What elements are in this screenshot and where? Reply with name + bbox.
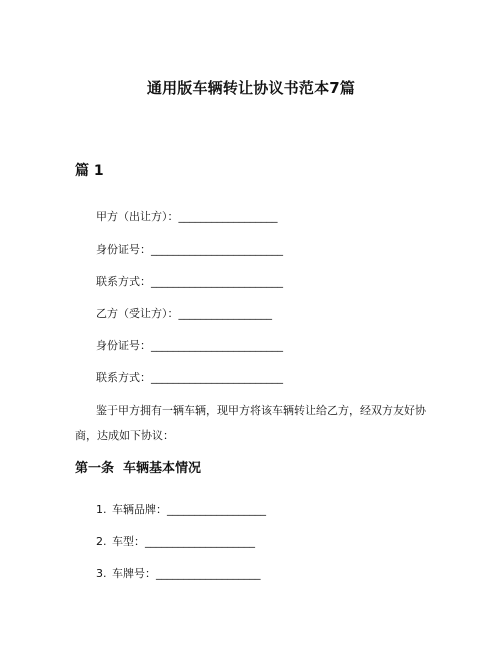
list-item — [96, 567, 261, 581]
party-b-id-field: 身份证号：________________________ — [96, 339, 283, 352]
intro-paragraph: 鉴于甲方拥有一辆车辆，现甲方将该车辆转让给乙方，经双方友好协商，达成如下协议： — [75, 404, 426, 442]
list-item-text: 车型：____________________ — [112, 535, 255, 548]
section-heading: 篇 1 — [75, 163, 104, 179]
list-item-text: 车辆品牌：__________________ — [112, 503, 266, 516]
party-b-contact-field: 联系方式：________________________ — [96, 371, 283, 384]
document-title: 通用版车辆转让协议书范本7篇 — [146, 79, 356, 97]
party-a-contact-field: 联系方式：________________________ — [96, 275, 283, 288]
party-b-name-field: 乙方（受让方）：_________________ — [96, 307, 272, 320]
list-item-number: 1. — [96, 503, 107, 516]
party-a-id-field: 身份证号：________________________ — [96, 243, 283, 256]
article-heading: 第一条 车辆基本情况 — [75, 461, 202, 476]
list-item-number: 3. — [96, 567, 107, 580]
list-item — [96, 503, 266, 517]
list-item — [96, 535, 255, 549]
party-a-name-field: 甲方（出让方）：__________________ — [96, 210, 278, 223]
list-item-text: 车牌号：___________________ — [112, 567, 261, 580]
list-item-number: 2. — [96, 535, 107, 548]
